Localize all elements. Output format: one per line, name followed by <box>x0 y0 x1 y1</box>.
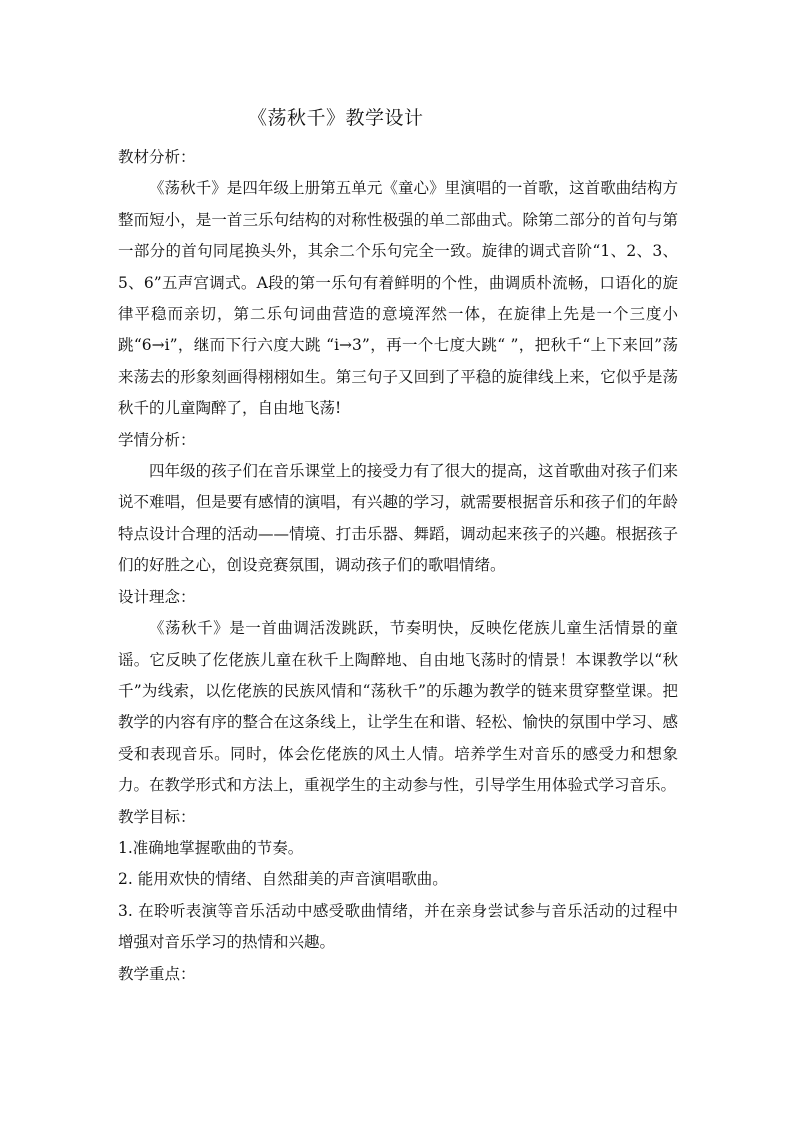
section-heading-concept: 设计理念： <box>118 587 196 606</box>
section-heading-goals: 教学目标： <box>118 807 196 826</box>
section-heading-key-points: 教学重点： <box>118 964 196 983</box>
section-heading-learners: 学情分析： <box>118 430 196 449</box>
goal-item-2: 2. 能用欢快的情绪、自然甜美的声音演唱歌曲。 <box>118 870 448 889</box>
learners-paragraph: 四年级的孩子们在音乐课堂上的接受力有了很大的提高，这首歌曲对孩子们来说不难唱，但是要有感情的演唱，有兴趣的学习，就需要根据音乐和孩子们的年龄特点设计合理的活动——情境、打击乐器、舞蹈，调动起来孩子的兴趣。根据孩子们的好胜之心，创设竞赛氛围，调动孩子们的歌唱情绪。 <box>118 462 678 575</box>
material-paragraph: 《荡秋千》是四年级上册第五单元《童心》里演唱的一首歌，这首歌曲结构方整而短小，是一首三乐句结构的对称性极强的单二部曲式。除第二部分的首句与第一部分的首句同尾换头外，其余二个乐句完全一致。旋律的调式音阶“1、2、3、5、6”五声宫调式。A段的第一乐句有着鲜明的个性，曲调质朴流畅，口语化的旋律平稳而亲切，第二乐句词曲营造的意境浑然一体，在旋律上先是一个三度小跳“6→i”，继而下行六度大跳 “i→3”，再一个七度大跳“ ”，把秋千“上下来回”荡来荡去的形象刻画得栩栩如生。第三句子又回到了平稳的旋律线上来，它似乎是荡秋千的儿童陶醉了，自由地飞荡! <box>118 179 678 418</box>
section-heading-material: 教材分析： <box>118 148 196 166</box>
goal-item-1: 1.准确地掌握歌曲的节奏。 <box>118 838 304 857</box>
document-body <box>118 142 678 990</box>
concept-paragraph: 《荡秋千》是一首曲调活泼跳跃，节奏明快，反映仡佬族儿童生活情景的童谣。它反映了仡佬族儿童在秋千上陶醉地、自由地飞荡时的情景！本课教学以“秋千”为线索，以仡佬族的民族风情和“荡秋千”的乐趣为教学的链来贯穿整堂课。把教学的内容有序的整合在这条线上，让学生在和谐、轻松、愉快的氛围中学习、感受和表现音乐。同时，体会仡佬族的风土人情。培养学生对音乐的感受力和想象力。在教学形式和方法上，重视学生的主动参与性，引导学生用体验式学习音乐。 <box>118 619 678 795</box>
goal-item-3: 3. 在聆听表演等音乐活动中感受歌曲情绪，并在亲身尝试参与音乐活动的过程中增强对音乐学习的热情和兴趣。 <box>118 901 678 952</box>
page-title: 《荡秋千》教学设计 <box>248 107 424 129</box>
